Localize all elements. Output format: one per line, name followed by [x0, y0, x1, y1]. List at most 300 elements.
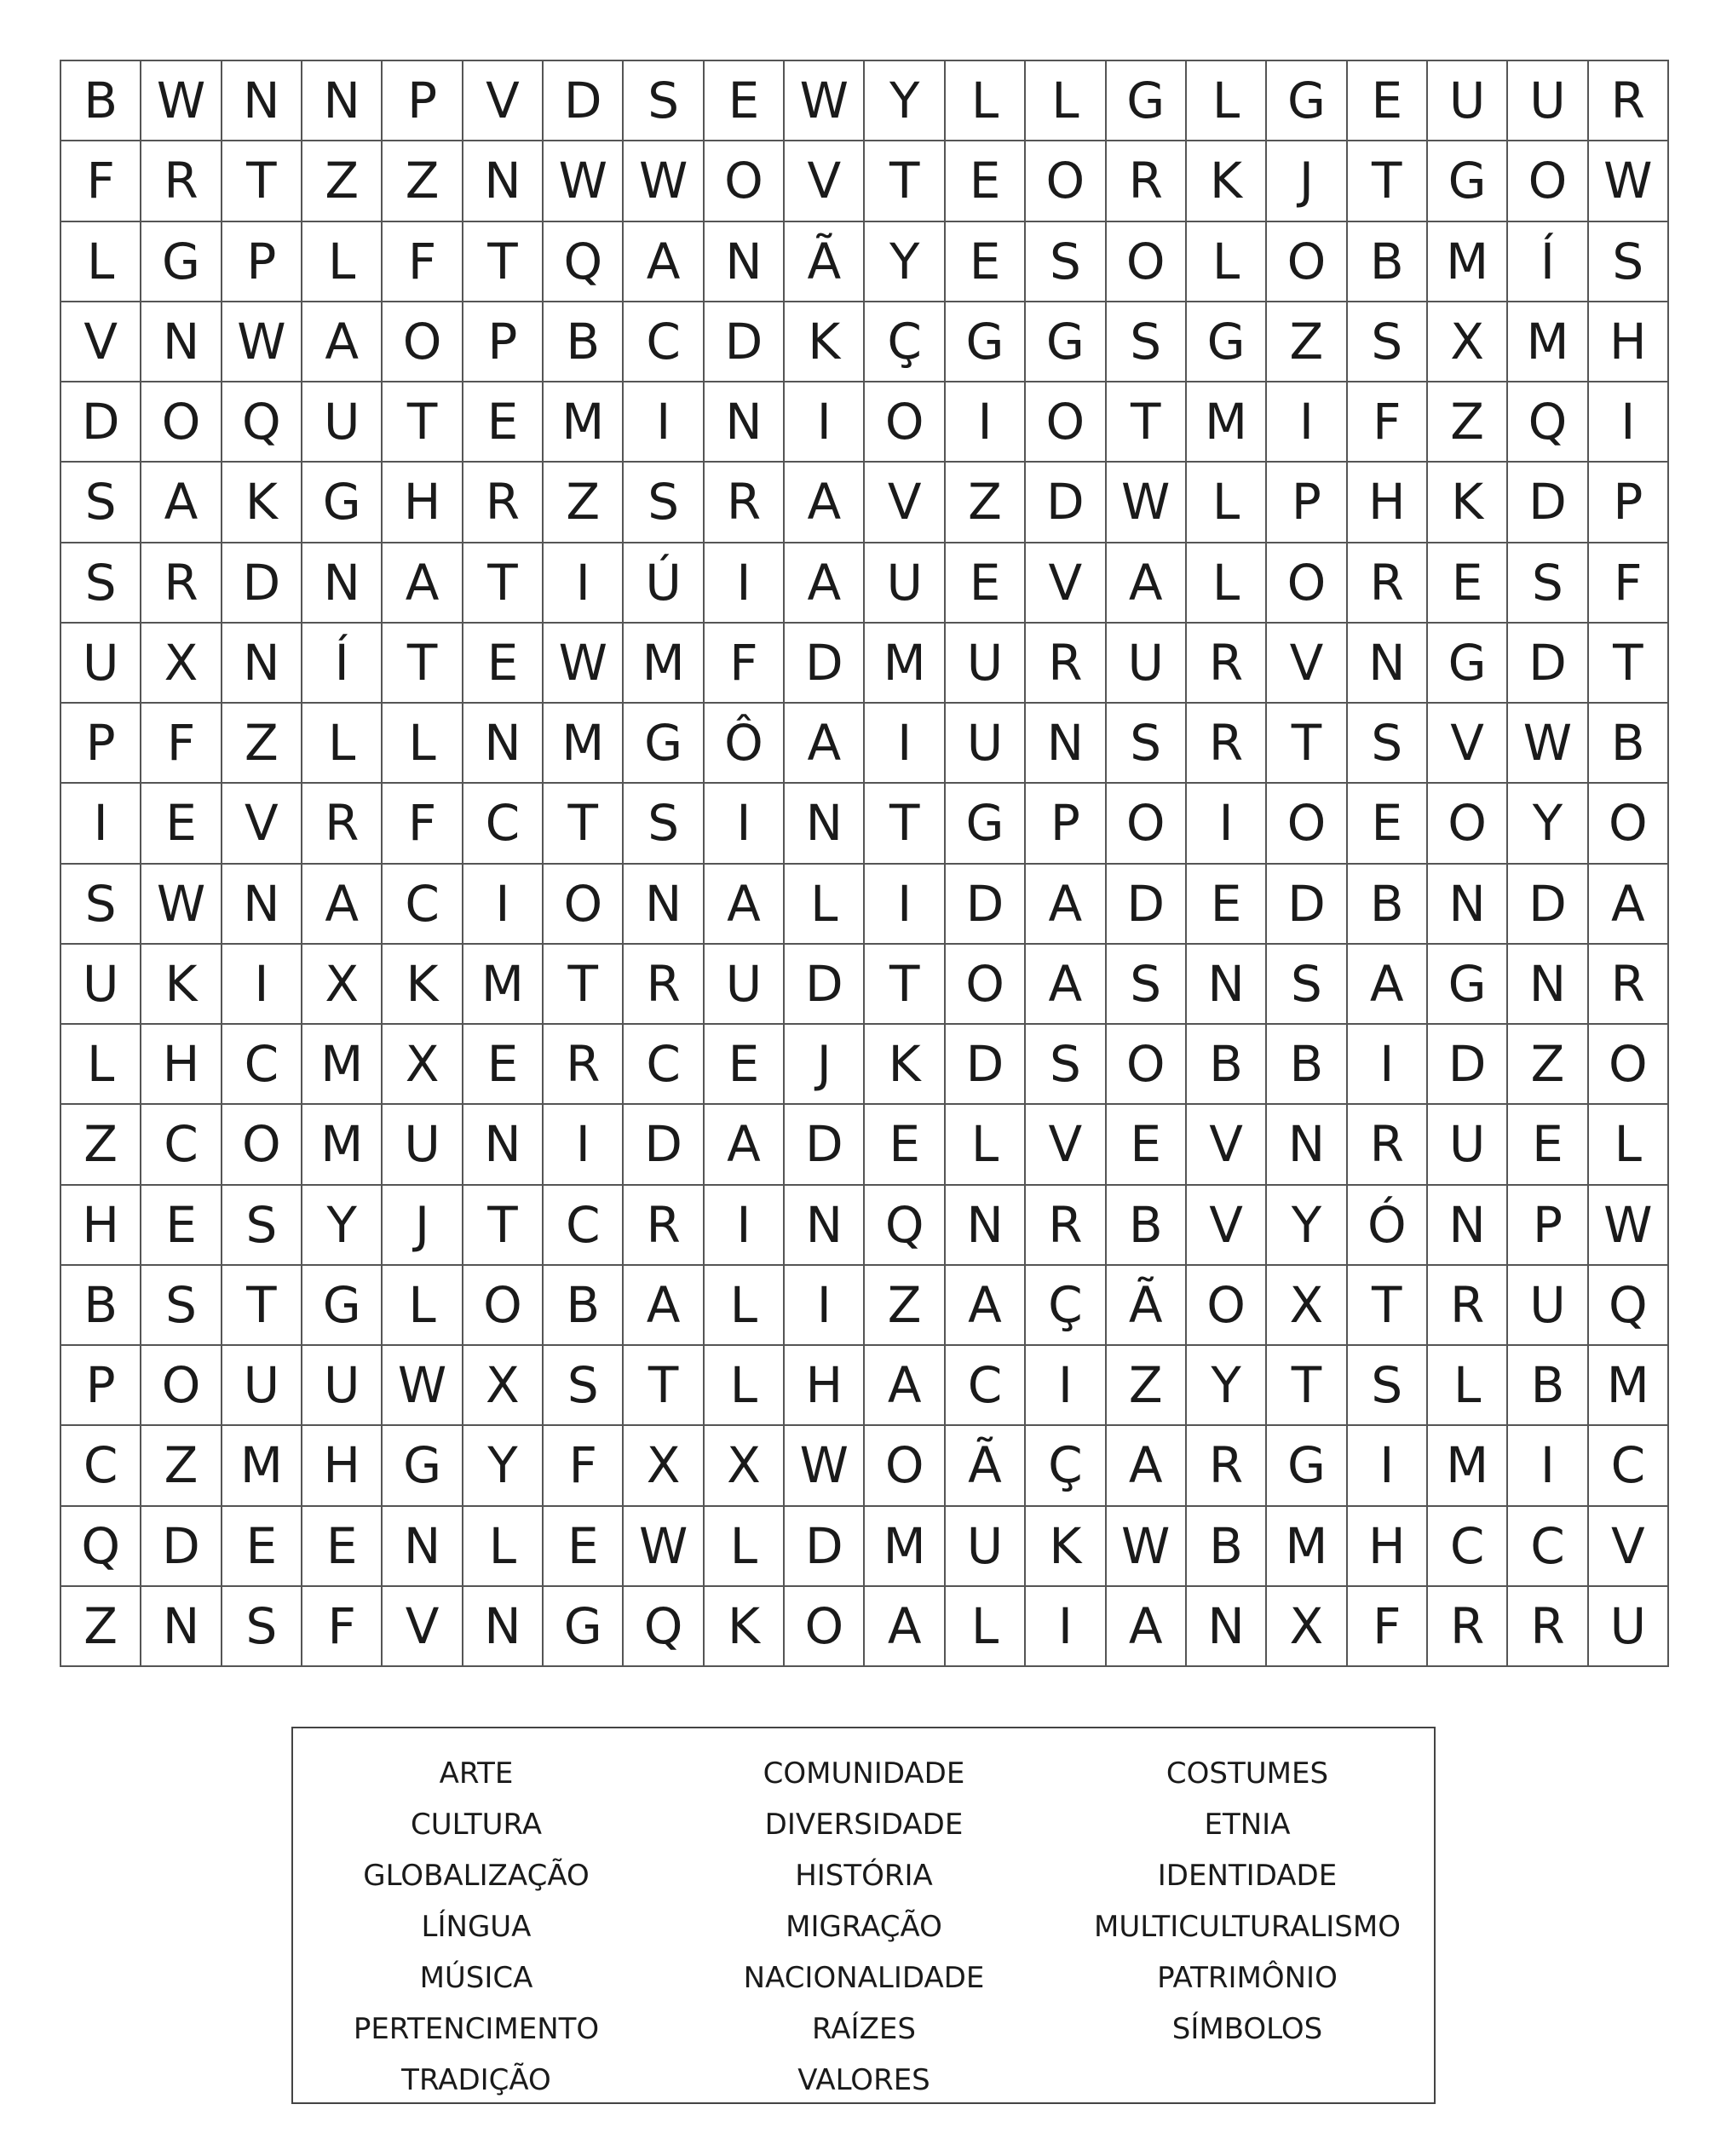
grid-cell[interactable]: U [946, 1507, 1026, 1587]
grid-cell[interactable]: D [946, 1025, 1026, 1105]
grid-cell[interactable]: G [1428, 141, 1508, 221]
grid-cell[interactable]: N [785, 1186, 865, 1266]
grid-cell[interactable]: O [1267, 784, 1347, 864]
grid-cell[interactable]: Ó [1348, 1186, 1428, 1266]
grid-cell[interactable]: Y [463, 1426, 544, 1506]
grid-cell[interactable]: Y [1508, 784, 1588, 864]
grid-cell[interactable]: A [383, 543, 463, 624]
grid-cell[interactable]: I [785, 382, 865, 463]
grid-cell[interactable]: I [1508, 1426, 1588, 1506]
grid-cell[interactable]: D [785, 624, 865, 704]
grid-cell[interactable]: J [1267, 141, 1347, 221]
grid-cell[interactable]: A [1107, 1426, 1187, 1506]
grid-cell[interactable]: K [865, 1025, 945, 1105]
grid-cell[interactable]: F [141, 704, 222, 784]
grid-cell[interactable]: I [624, 382, 704, 463]
grid-cell[interactable]: K [785, 302, 865, 382]
grid-cell[interactable]: I [1589, 382, 1669, 463]
grid-cell[interactable]: O [865, 382, 945, 463]
grid-cell[interactable]: Y [1187, 1346, 1267, 1426]
grid-cell[interactable]: L [946, 1587, 1026, 1667]
grid-cell[interactable]: C [624, 302, 704, 382]
grid-cell[interactable]: S [1026, 222, 1106, 302]
grid-cell[interactable]: B [544, 1266, 624, 1346]
grid-cell[interactable]: W [624, 1507, 704, 1587]
grid-cell[interactable]: D [705, 302, 785, 382]
grid-cell[interactable]: Z [1428, 382, 1508, 463]
grid-cell[interactable]: S [222, 1186, 302, 1266]
grid-cell[interactable]: D [1107, 865, 1187, 945]
grid-cell[interactable]: U [1508, 1266, 1588, 1346]
grid-cell[interactable]: H [61, 1186, 141, 1266]
grid-cell[interactable]: D [785, 1507, 865, 1587]
grid-cell[interactable]: Q [624, 1587, 704, 1667]
grid-cell[interactable]: O [1589, 1025, 1669, 1105]
grid-cell[interactable]: U [1589, 1587, 1669, 1667]
grid-cell[interactable]: I [1348, 1025, 1428, 1105]
grid-cell[interactable]: U [383, 1105, 463, 1185]
grid-cell[interactable]: B [1589, 704, 1669, 784]
grid-cell[interactable]: O [1107, 1025, 1187, 1105]
grid-cell[interactable]: M [1508, 302, 1588, 382]
grid-cell[interactable]: W [141, 61, 222, 141]
grid-cell[interactable]: A [785, 704, 865, 784]
grid-cell[interactable]: X [705, 1426, 785, 1506]
grid-cell[interactable]: H [141, 1025, 222, 1105]
grid-cell[interactable]: L [1589, 1105, 1669, 1185]
grid-cell[interactable]: O [1026, 141, 1106, 221]
grid-cell[interactable]: U [1428, 1105, 1508, 1185]
grid-cell[interactable]: G [383, 1426, 463, 1506]
grid-cell[interactable]: L [1428, 1346, 1508, 1426]
grid-cell[interactable]: L [302, 704, 383, 784]
grid-cell[interactable]: N [222, 61, 302, 141]
grid-cell[interactable]: F [383, 784, 463, 864]
grid-cell[interactable]: U [1107, 624, 1187, 704]
grid-cell[interactable]: R [1428, 1587, 1508, 1667]
grid-cell[interactable]: I [61, 784, 141, 864]
grid-cell[interactable]: S [61, 865, 141, 945]
grid-cell[interactable]: W [544, 624, 624, 704]
grid-cell[interactable]: Q [544, 222, 624, 302]
grid-cell[interactable]: G [1026, 302, 1106, 382]
grid-cell[interactable]: V [463, 61, 544, 141]
grid-cell[interactable]: M [1428, 1426, 1508, 1506]
grid-cell[interactable]: U [1508, 61, 1588, 141]
grid-cell[interactable]: N [1187, 1587, 1267, 1667]
grid-cell[interactable]: I [463, 865, 544, 945]
grid-cell[interactable]: Ç [1026, 1266, 1106, 1346]
grid-cell[interactable]: J [383, 1186, 463, 1266]
grid-cell[interactable]: S [61, 543, 141, 624]
grid-cell[interactable]: O [222, 1105, 302, 1185]
grid-cell[interactable]: O [141, 382, 222, 463]
grid-cell[interactable]: E [141, 784, 222, 864]
grid-cell[interactable]: W [222, 302, 302, 382]
grid-cell[interactable]: E [705, 1025, 785, 1105]
grid-cell[interactable]: R [1348, 543, 1428, 624]
grid-cell[interactable]: M [302, 1025, 383, 1105]
grid-cell[interactable]: M [1187, 382, 1267, 463]
grid-cell[interactable]: E [946, 141, 1026, 221]
grid-cell[interactable]: B [1107, 1186, 1187, 1266]
grid-cell[interactable]: O [1267, 222, 1347, 302]
grid-cell[interactable]: Z [222, 704, 302, 784]
grid-cell[interactable]: E [865, 1105, 945, 1185]
grid-cell[interactable]: N [302, 543, 383, 624]
grid-cell[interactable]: A [785, 543, 865, 624]
grid-cell[interactable]: K [383, 945, 463, 1025]
grid-cell[interactable]: E [1348, 784, 1428, 864]
grid-cell[interactable]: K [1428, 463, 1508, 543]
grid-cell[interactable]: H [302, 1426, 383, 1506]
grid-cell[interactable]: A [1026, 945, 1106, 1025]
grid-cell[interactable]: B [1267, 1025, 1347, 1105]
grid-cell[interactable]: G [1107, 61, 1187, 141]
grid-cell[interactable]: N [1428, 1186, 1508, 1266]
grid-cell[interactable]: A [141, 463, 222, 543]
grid-cell[interactable]: D [222, 543, 302, 624]
grid-cell[interactable]: R [1026, 1186, 1106, 1266]
grid-cell[interactable]: T [1107, 382, 1187, 463]
grid-cell[interactable]: L [1187, 61, 1267, 141]
grid-cell[interactable]: W [785, 61, 865, 141]
grid-cell[interactable]: N [463, 704, 544, 784]
grid-cell[interactable]: T [865, 784, 945, 864]
grid-cell[interactable]: D [1508, 624, 1588, 704]
grid-cell[interactable]: W [1107, 463, 1187, 543]
grid-cell[interactable]: X [1428, 302, 1508, 382]
grid-cell[interactable]: U [946, 704, 1026, 784]
grid-cell[interactable]: L [1026, 61, 1106, 141]
grid-cell[interactable]: X [1267, 1266, 1347, 1346]
grid-cell[interactable]: V [1589, 1507, 1669, 1587]
grid-cell[interactable]: Q [222, 382, 302, 463]
grid-cell[interactable]: S [61, 463, 141, 543]
grid-cell[interactable]: E [463, 1025, 544, 1105]
grid-cell[interactable]: A [705, 1105, 785, 1185]
grid-cell[interactable]: R [1589, 945, 1669, 1025]
grid-cell[interactable]: R [1428, 1266, 1508, 1346]
grid-cell[interactable]: Z [544, 463, 624, 543]
grid-cell[interactable]: G [302, 1266, 383, 1346]
grid-cell[interactable]: Y [302, 1186, 383, 1266]
grid-cell[interactable]: G [1428, 624, 1508, 704]
grid-cell[interactable]: N [946, 1186, 1026, 1266]
grid-cell[interactable]: O [1508, 141, 1588, 221]
grid-cell[interactable]: E [463, 382, 544, 463]
grid-cell[interactable]: D [544, 61, 624, 141]
grid-cell[interactable]: L [383, 1266, 463, 1346]
grid-cell[interactable]: G [544, 1587, 624, 1667]
grid-cell[interactable]: I [1348, 1426, 1428, 1506]
grid-cell[interactable]: L [705, 1266, 785, 1346]
grid-cell[interactable]: Z [302, 141, 383, 221]
grid-cell[interactable]: R [1187, 704, 1267, 784]
grid-cell[interactable]: D [1428, 1025, 1508, 1105]
grid-cell[interactable]: E [946, 222, 1026, 302]
grid-cell[interactable]: H [785, 1346, 865, 1426]
grid-cell[interactable]: Ô [705, 704, 785, 784]
grid-cell[interactable]: E [463, 624, 544, 704]
grid-cell[interactable]: S [1267, 945, 1347, 1025]
grid-cell[interactable]: L [946, 61, 1026, 141]
grid-cell[interactable]: G [1187, 302, 1267, 382]
grid-cell[interactable]: R [624, 945, 704, 1025]
grid-cell[interactable]: U [865, 543, 945, 624]
grid-cell[interactable]: Y [1267, 1186, 1347, 1266]
grid-cell[interactable]: O [1026, 382, 1106, 463]
grid-cell[interactable]: W [785, 1426, 865, 1506]
grid-cell[interactable]: H [1348, 1507, 1428, 1587]
grid-cell[interactable]: O [1267, 543, 1347, 624]
grid-cell[interactable]: T [383, 624, 463, 704]
grid-cell[interactable]: R [1107, 141, 1187, 221]
grid-cell[interactable]: L [61, 222, 141, 302]
grid-cell[interactable]: R [141, 543, 222, 624]
grid-cell[interactable]: I [1267, 382, 1347, 463]
grid-cell[interactable]: B [544, 302, 624, 382]
grid-cell[interactable]: Ç [865, 302, 945, 382]
grid-cell[interactable]: I [865, 704, 945, 784]
grid-cell[interactable]: L [302, 222, 383, 302]
grid-cell[interactable]: E [1107, 1105, 1187, 1185]
grid-cell[interactable]: D [624, 1105, 704, 1185]
grid-cell[interactable]: B [1348, 222, 1428, 302]
grid-cell[interactable]: Z [1267, 302, 1347, 382]
grid-cell[interactable]: I [705, 543, 785, 624]
grid-cell[interactable]: R [1187, 1426, 1267, 1506]
grid-cell[interactable]: E [705, 61, 785, 141]
grid-cell[interactable]: V [1187, 1186, 1267, 1266]
grid-cell[interactable]: N [463, 1105, 544, 1185]
grid-cell[interactable]: N [705, 382, 785, 463]
grid-cell[interactable]: O [1107, 222, 1187, 302]
grid-cell[interactable]: L [1187, 543, 1267, 624]
grid-cell[interactable]: E [141, 1186, 222, 1266]
grid-cell[interactable]: N [1428, 865, 1508, 945]
grid-cell[interactable]: T [1348, 1266, 1428, 1346]
grid-cell[interactable]: I [544, 1105, 624, 1185]
grid-cell[interactable]: P [61, 1346, 141, 1426]
grid-cell[interactable]: K [705, 1587, 785, 1667]
grid-cell[interactable]: F [1348, 382, 1428, 463]
grid-cell[interactable]: T [463, 222, 544, 302]
grid-cell[interactable]: I [544, 543, 624, 624]
grid-cell[interactable]: K [1187, 141, 1267, 221]
grid-cell[interactable]: H [1589, 302, 1669, 382]
grid-cell[interactable]: V [1267, 624, 1347, 704]
grid-cell[interactable]: Ã [785, 222, 865, 302]
grid-cell[interactable]: A [624, 1266, 704, 1346]
grid-cell[interactable]: X [624, 1426, 704, 1506]
grid-cell[interactable]: Y [865, 222, 945, 302]
grid-cell[interactable]: I [705, 1186, 785, 1266]
grid-cell[interactable]: O [141, 1346, 222, 1426]
grid-cell[interactable]: S [222, 1587, 302, 1667]
grid-cell[interactable]: U [1428, 61, 1508, 141]
grid-cell[interactable]: E [1348, 61, 1428, 141]
grid-cell[interactable]: D [61, 382, 141, 463]
grid-cell[interactable]: G [624, 704, 704, 784]
grid-cell[interactable]: T [865, 141, 945, 221]
grid-cell[interactable]: R [302, 784, 383, 864]
grid-cell[interactable]: S [624, 784, 704, 864]
grid-cell[interactable]: C [141, 1105, 222, 1185]
grid-cell[interactable]: P [1508, 1186, 1588, 1266]
grid-cell[interactable]: C [383, 865, 463, 945]
grid-cell[interactable]: B [61, 61, 141, 141]
grid-cell[interactable]: V [1187, 1105, 1267, 1185]
grid-cell[interactable]: Y [865, 61, 945, 141]
grid-cell[interactable]: S [1348, 704, 1428, 784]
grid-cell[interactable]: P [1026, 784, 1106, 864]
grid-cell[interactable]: B [1348, 865, 1428, 945]
grid-cell[interactable]: A [1026, 865, 1106, 945]
grid-cell[interactable]: S [624, 61, 704, 141]
grid-cell[interactable]: N [1508, 945, 1588, 1025]
grid-cell[interactable]: Q [865, 1186, 945, 1266]
grid-cell[interactable]: M [1589, 1346, 1669, 1426]
grid-cell[interactable]: I [1187, 784, 1267, 864]
grid-cell[interactable]: Z [61, 1587, 141, 1667]
grid-cell[interactable]: N [785, 784, 865, 864]
grid-cell[interactable]: T [383, 382, 463, 463]
grid-cell[interactable]: R [624, 1186, 704, 1266]
grid-cell[interactable]: E [1187, 865, 1267, 945]
grid-cell[interactable]: P [222, 222, 302, 302]
grid-cell[interactable]: A [1589, 865, 1669, 945]
grid-cell[interactable]: P [1589, 463, 1669, 543]
grid-cell[interactable]: W [1589, 1186, 1669, 1266]
grid-cell[interactable]: C [222, 1025, 302, 1105]
grid-cell[interactable]: X [1267, 1587, 1347, 1667]
grid-cell[interactable]: C [1428, 1507, 1508, 1587]
grid-cell[interactable]: O [946, 945, 1026, 1025]
grid-cell[interactable]: O [705, 141, 785, 221]
grid-cell[interactable]: R [705, 463, 785, 543]
grid-cell[interactable]: U [222, 1346, 302, 1426]
grid-cell[interactable]: L [785, 865, 865, 945]
grid-cell[interactable]: V [1026, 543, 1106, 624]
grid-cell[interactable]: A [946, 1266, 1026, 1346]
grid-cell[interactable]: Ã [946, 1426, 1026, 1506]
grid-cell[interactable]: S [1107, 945, 1187, 1025]
grid-cell[interactable]: O [1428, 784, 1508, 864]
grid-cell[interactable]: Z [1508, 1025, 1588, 1105]
grid-cell[interactable]: L [463, 1507, 544, 1587]
grid-cell[interactable]: V [61, 302, 141, 382]
grid-cell[interactable]: Í [302, 624, 383, 704]
grid-cell[interactable]: T [463, 543, 544, 624]
grid-cell[interactable]: F [1589, 543, 1669, 624]
grid-cell[interactable]: T [544, 784, 624, 864]
grid-cell[interactable]: Z [946, 463, 1026, 543]
grid-cell[interactable]: N [1348, 624, 1428, 704]
grid-cell[interactable]: M [1267, 1507, 1347, 1587]
grid-cell[interactable]: M [463, 945, 544, 1025]
grid-cell[interactable]: Z [865, 1266, 945, 1346]
grid-cell[interactable]: Ú [624, 543, 704, 624]
grid-cell[interactable]: X [383, 1025, 463, 1105]
grid-cell[interactable]: O [463, 1266, 544, 1346]
grid-cell[interactable]: C [624, 1025, 704, 1105]
grid-cell[interactable]: F [302, 1587, 383, 1667]
grid-cell[interactable]: X [302, 945, 383, 1025]
grid-cell[interactable]: P [463, 302, 544, 382]
grid-cell[interactable]: Z [141, 1426, 222, 1506]
grid-cell[interactable]: I [946, 382, 1026, 463]
grid-cell[interactable]: T [222, 141, 302, 221]
grid-cell[interactable]: D [785, 1105, 865, 1185]
grid-cell[interactable]: G [1267, 61, 1347, 141]
grid-cell[interactable]: U [61, 945, 141, 1025]
grid-cell[interactable]: E [222, 1507, 302, 1587]
grid-cell[interactable]: T [544, 945, 624, 1025]
grid-cell[interactable]: M [544, 382, 624, 463]
grid-cell[interactable]: L [705, 1507, 785, 1587]
grid-cell[interactable]: N [222, 624, 302, 704]
grid-cell[interactable]: U [302, 1346, 383, 1426]
grid-cell[interactable]: C [463, 784, 544, 864]
grid-cell[interactable]: N [222, 865, 302, 945]
grid-cell[interactable]: W [624, 141, 704, 221]
grid-cell[interactable]: R [1348, 1105, 1428, 1185]
grid-cell[interactable]: G [946, 302, 1026, 382]
grid-cell[interactable]: N [383, 1507, 463, 1587]
grid-cell[interactable]: D [785, 945, 865, 1025]
grid-cell[interactable]: O [1107, 784, 1187, 864]
grid-cell[interactable]: Í [1508, 222, 1588, 302]
grid-cell[interactable]: S [1348, 302, 1428, 382]
grid-cell[interactable]: A [705, 865, 785, 945]
grid-cell[interactable]: D [1508, 463, 1588, 543]
grid-cell[interactable]: P [1267, 463, 1347, 543]
grid-cell[interactable]: S [1348, 1346, 1428, 1426]
grid-cell[interactable]: P [61, 704, 141, 784]
grid-cell[interactable]: U [946, 624, 1026, 704]
grid-cell[interactable]: K [222, 463, 302, 543]
grid-cell[interactable]: S [624, 463, 704, 543]
grid-cell[interactable]: L [705, 1346, 785, 1426]
grid-cell[interactable]: L [383, 704, 463, 784]
grid-cell[interactable]: N [141, 302, 222, 382]
grid-cell[interactable]: N [1187, 945, 1267, 1025]
grid-cell[interactable]: M [1428, 222, 1508, 302]
grid-cell[interactable]: N [302, 61, 383, 141]
grid-cell[interactable]: T [1589, 624, 1669, 704]
grid-cell[interactable]: S [1107, 302, 1187, 382]
grid-cell[interactable]: L [61, 1025, 141, 1105]
grid-cell[interactable]: R [544, 1025, 624, 1105]
grid-cell[interactable]: X [463, 1346, 544, 1426]
grid-cell[interactable]: O [1187, 1266, 1267, 1346]
grid-cell[interactable]: E [544, 1507, 624, 1587]
grid-cell[interactable]: V [383, 1587, 463, 1667]
grid-cell[interactable]: D [1026, 463, 1106, 543]
grid-cell[interactable]: W [141, 865, 222, 945]
grid-cell[interactable]: V [222, 784, 302, 864]
grid-cell[interactable]: O [544, 865, 624, 945]
grid-cell[interactable]: W [383, 1346, 463, 1426]
grid-cell[interactable]: P [383, 61, 463, 141]
grid-cell[interactable]: S [1107, 704, 1187, 784]
grid-cell[interactable]: R [141, 141, 222, 221]
grid-cell[interactable]: O [785, 1587, 865, 1667]
grid-cell[interactable]: L [946, 1105, 1026, 1185]
grid-cell[interactable]: U [705, 945, 785, 1025]
grid-cell[interactable]: K [1026, 1507, 1106, 1587]
